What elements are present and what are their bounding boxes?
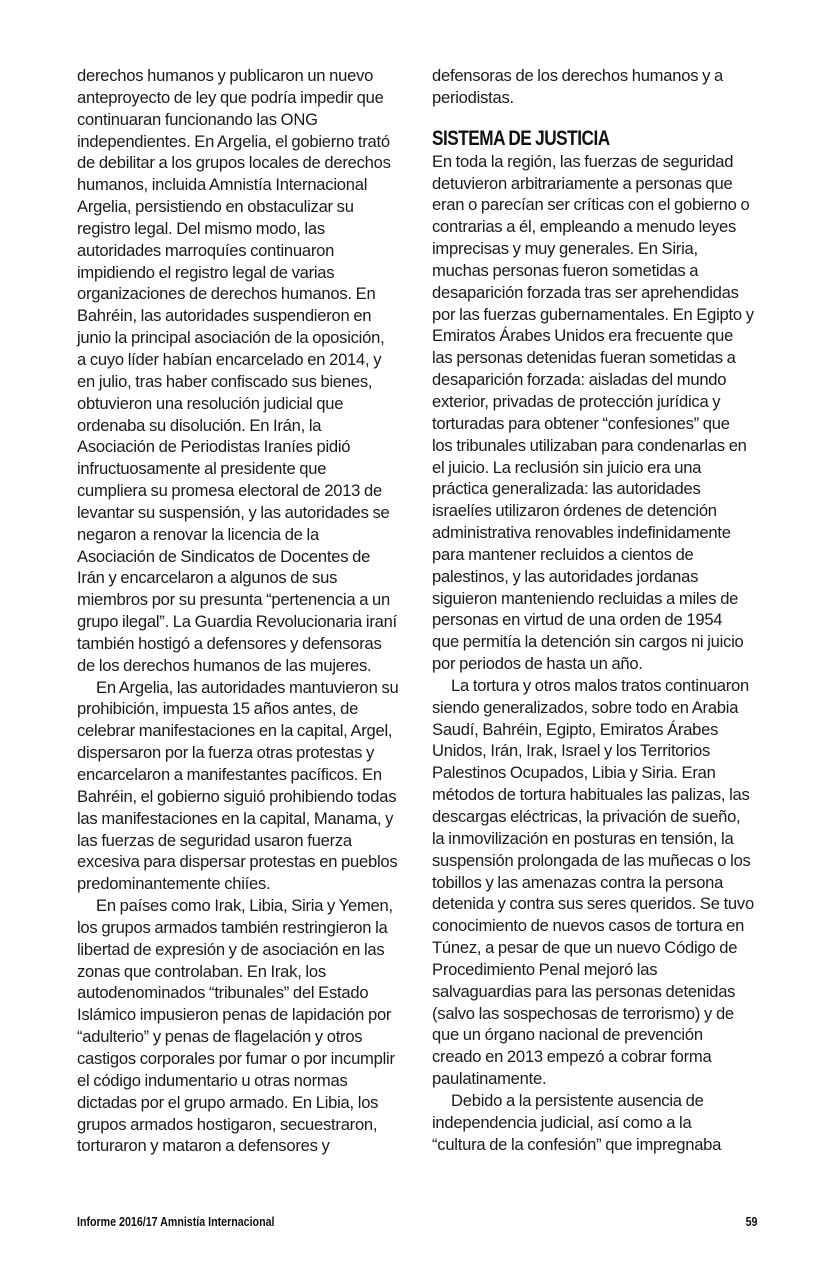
text-line: negaron a renovar la licencia de la xyxy=(77,524,319,544)
page-number: 59 xyxy=(745,1214,757,1229)
text-line: (salvo las sospechosas de terrorismo) y de xyxy=(432,1003,734,1023)
text-line: continuaran funcionando las ONG xyxy=(77,109,318,129)
text-line: encarcelaron a manifestantes pacíficos. En xyxy=(77,765,382,784)
text-line: junio la principal asociación de la oposición, xyxy=(77,328,385,348)
text-line: palestinos, y las autoridades jordanas xyxy=(432,566,699,586)
text-line: libertad de expresión y de asociación en las xyxy=(77,939,385,959)
text-line: Islámico impusieron penas de lapidación por xyxy=(77,1005,392,1025)
text-line: La tortura y otros malos tratos continuaron xyxy=(451,675,749,695)
text-line: que permitía la detención sin cargos ni juicio xyxy=(432,632,744,652)
text-line: Emiratos Árabes Unidos era frecuente que xyxy=(432,326,734,346)
text-line: las personas detenidas fueran sometidas a xyxy=(432,348,736,368)
text-line: autoridades marroquíes continuaron xyxy=(77,240,335,260)
text-line: para mantener recluidos a cientos de xyxy=(432,544,694,564)
text-line: conocimiento de nuevos casos de tortura en xyxy=(432,916,745,936)
text-line: en julio, tras haber confiscado sus bienes, xyxy=(77,371,373,391)
text-line: independientes. En Argelia, el gobierno trató xyxy=(77,131,390,151)
text-line: exterior, privadas de protección jurídica y xyxy=(432,391,721,411)
text-line: de debilitar a los grupos locales de derechos xyxy=(77,153,391,173)
text-line: dictadas por el grupo armado. En Libia, los xyxy=(77,1092,379,1112)
text-line: “adulterio” y penas de flagelación y otros xyxy=(77,1027,363,1047)
text-line: contrarias a él, empleando a menudo leyes xyxy=(432,217,737,237)
text-line: muchas personas fueron sometidas a xyxy=(432,260,699,280)
text-line: excesiva para dispersar protestas en pueblos xyxy=(77,852,398,872)
text-line: defensoras de los derechos humanos y a xyxy=(432,66,723,85)
text-line: Bahréin, el gobierno siguió prohibiendo todas xyxy=(77,786,397,806)
text-line: Irán y encarcelaron a algunos de sus xyxy=(77,568,338,588)
text-line: israelíes utilizaron órdenes de detención xyxy=(432,501,717,521)
footer-publication-title: Informe 2016/17 Amnistía Internacional xyxy=(77,1214,275,1229)
text-line: Túnez, a pesar de que un nuevo Código de xyxy=(432,938,738,958)
text-line: Asociación de Periodistas Iraníes pidió xyxy=(77,437,351,457)
text-line: descargas eléctricas, la privación de sueño, xyxy=(432,807,741,826)
text-line: obtuvieron una resolución judicial que xyxy=(77,393,344,413)
text-line: los tribunales utilizaban para condenarlas en xyxy=(432,435,747,455)
text-line: organizaciones de derechos humanos. En xyxy=(77,284,376,304)
text-line: creado en 2013 empezó a cobrar forma xyxy=(432,1047,712,1067)
text-line: desaparición forzada: aisladas del mundo xyxy=(432,370,727,390)
text-line: cumpliera su promesa electoral de 2013 de xyxy=(77,481,382,501)
text-line: por periodos de hasta un año. xyxy=(432,654,643,674)
text-line: la inmovilización en posturas en tensión, la xyxy=(432,828,734,848)
text-line: torturadas para obtener “confesiones” que xyxy=(432,413,730,433)
text-line: las manifestaciones en la capital, Manama, y xyxy=(77,808,394,828)
text-line: registro legal. Del mismo modo, las xyxy=(77,218,325,238)
text-line: Procedimiento Penal mejoró las xyxy=(432,959,658,979)
text-line: práctica generalizada: las autoridades xyxy=(432,479,701,499)
text-line: grupo ilegal”. La Guardia Revolucionaria iraní xyxy=(77,612,397,632)
text-line: anteproyecto de ley que podría impedir que xyxy=(77,87,384,107)
text-line: por las fuerzas gubernamentales. En Egipto y xyxy=(432,304,754,324)
text-line: autodenominados “tribunales” del Estado xyxy=(77,983,369,1003)
text-line: Bahréin, las autoridades suspendieron en xyxy=(77,306,372,326)
text-line: “cultura de la confesión” que impregnaba xyxy=(432,1134,722,1154)
text-line: En Argelia, las autoridades mantuvieron su xyxy=(96,677,399,697)
text-line: Saudí, Bahréin, Egipto, Emiratos Árabes xyxy=(432,719,719,739)
text-line: siendo generalizados, sobre todo en Arabia xyxy=(432,697,739,717)
text-line: castigos corporales por fumar o por incumplir xyxy=(77,1048,395,1068)
text-line: eran o parecían ser críticas con el gobierno o xyxy=(432,195,750,215)
text-line: impidiendo el registro legal de varias xyxy=(77,262,335,282)
text-line: prohibición, impuesta 15 años antes, de xyxy=(77,699,359,719)
text-line: torturaron y mataron a defensores y xyxy=(77,1136,330,1156)
text-line: detuvieron arbitrariamente a personas que xyxy=(432,173,733,193)
right-column-intro xyxy=(432,65,758,109)
text-line: Unidos, Irán, Irak, Israel y los Territorios xyxy=(432,741,711,761)
text-line: humanos, incluida Amnistía Internacional xyxy=(77,175,368,195)
text-line: las fuerzas de seguridad usaron fuerza xyxy=(77,830,352,850)
text-line: celebrar manifestaciones en la capital, Argel, xyxy=(77,721,393,741)
text-line: los grupos armados también restringieron la xyxy=(77,917,388,937)
text-line: administrativa renovables indefinidamente xyxy=(432,523,731,543)
text-line: que un órgano nacional de prevención xyxy=(432,1025,703,1045)
text-line: imprecisas y muy generales. En Siria, xyxy=(432,239,698,259)
text-line: periodistas. xyxy=(432,87,514,107)
text-line: Debido a la persistente ausencia de xyxy=(451,1090,704,1110)
text-line: personas en virtud de una orden de 1954 xyxy=(432,610,723,630)
text-line: derechos humanos y publicaron un nuevo xyxy=(77,66,374,85)
text-line: En toda la región, las fuerzas de seguridad xyxy=(432,151,734,171)
text-line: dispersaron por la fuerza otras protestas y xyxy=(77,743,375,763)
text-line: métodos de tortura habituales las palizas, las xyxy=(432,785,750,805)
page-footer xyxy=(77,1212,757,1232)
right-text-column xyxy=(432,65,758,1156)
text-line: grupos armados hostigaron, secuestraron, xyxy=(77,1114,378,1134)
text-line: Palestinos Ocupados, Libia y Siria. Eran xyxy=(432,763,716,783)
right-column-body xyxy=(432,151,758,1156)
text-line: el código indumentario u otras normas xyxy=(77,1070,348,1090)
text-line: suspensión prolongada de las muñecas o los xyxy=(432,850,751,870)
text-line: predominantemente chiíes. xyxy=(77,874,271,894)
text-line: salvaguardias para las personas detenidas xyxy=(432,981,736,1001)
text-line: Asociación de Sindicatos de Docentes de xyxy=(77,546,371,566)
text-line: independencia judicial, así como a la xyxy=(432,1112,692,1132)
text-line: de los derechos humanos de las mujeres. xyxy=(77,655,372,675)
left-text-column xyxy=(77,65,405,1157)
text-line: el juicio. La reclusión sin juicio era una xyxy=(432,457,702,477)
text-line: zonas que controlaban. En Irak, los xyxy=(77,961,326,981)
text-line: ordenaba su disolución. En Irán, la xyxy=(77,415,322,435)
text-line: también hostigó a defensores y defensoras xyxy=(77,633,382,653)
text-line: detenida y contra sus seres queridos. Se tuvo xyxy=(432,894,754,914)
text-line: siguieron manteniendo recluidas a miles de xyxy=(432,588,739,608)
text-line: desaparición forzada tras ser aprehendidas xyxy=(432,282,739,302)
text-line: a cuyo líder habían encarcelado en 2014, y xyxy=(77,349,382,369)
text-line: tobillos y las amenazas contra la persona xyxy=(432,872,724,892)
text-line: levantar su suspensión, y las autoridades se xyxy=(77,502,390,522)
text-line: paulatinamente. xyxy=(432,1069,547,1089)
text-line: infructuosamente al presidente que xyxy=(77,459,327,479)
section-heading: SISTEMA DE JUSTICIA xyxy=(432,126,610,150)
text-line: Argelia, persistiendo en obstaculizar su xyxy=(77,197,354,217)
text-line: miembros por su presunta “pertenencia a un xyxy=(77,590,391,610)
text-line: En países como Irak, Libia, Siria y Yemen, xyxy=(96,896,393,916)
